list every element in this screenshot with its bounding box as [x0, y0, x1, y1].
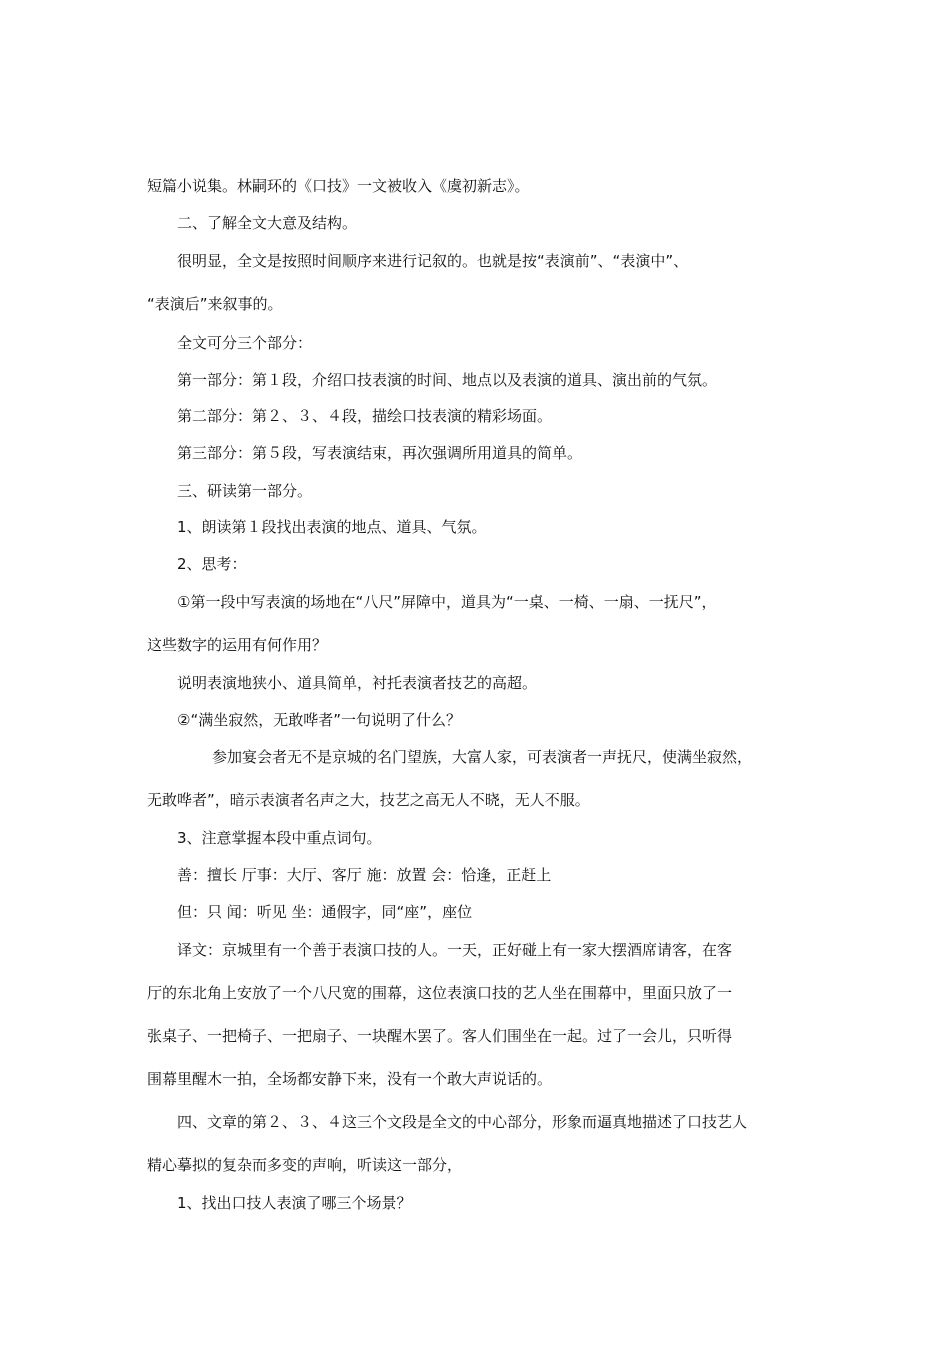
text-line: 第三部分：第５段，写表演结束，再次强调所用道具的简单。 — [177, 444, 583, 462]
text-line: 张桌子、一把椅子、一把扇子、一块醒木罢了。客人们围坐在一起。过了一会儿，只听得 — [147, 1027, 733, 1045]
text-line: ①第一段中写表演的场地在“八尺”屏障中，道具为“一桌、一椅、一扇、一抚尺”， — [177, 593, 717, 611]
text-line: 1、找出口技人表演了哪三个场景？ — [177, 1194, 412, 1212]
text-line: ②“满坐寂然，无敢哗者”一句说明了什么？ — [177, 711, 461, 729]
text-line: 参加宴会者无不是京城的名门望族，大富人家，可表演者一声抚尺，使满坐寂然， — [212, 748, 753, 766]
text-line: 3、注意掌握本段中重点词句。 — [177, 829, 382, 847]
text-line: 厅的东北角上安放了一个八尺宽的围幕，这位表演口技的艺人坐在围幕中，里面只放了一 — [147, 984, 733, 1002]
text-line: 第二部分：第２、３、４段，描绘口技表演的精彩场面。 — [177, 407, 553, 425]
text-line: 围幕里醒木一拍，全场都安静下来，没有一个敢大声说话的。 — [147, 1070, 553, 1088]
text-line: 第一部分：第１段，介绍口技表演的时间、地点以及表演的道具、演出前的气氛。 — [177, 371, 718, 389]
text-line: 善：擅长 厅事：大厅、客厅 施：放置 会：恰逢，正赶上 — [177, 866, 552, 884]
section-heading: 四、文章的第２、３、４这三个文段是全文的中心部分，形象而逼真地描述了口技艺人 — [177, 1113, 748, 1131]
text-line: 说明表演地狭小、道具简单，衬托表演者技艺的高超。 — [177, 674, 538, 692]
text-line: 1、朗读第１段找出表演的地点、道具、气氛。 — [177, 518, 487, 536]
text-line: 无敢哗者”，暗示表演者名声之大，技艺之高无人不晓，无人不服。 — [147, 791, 590, 809]
section-heading: 三、研读第一部分。 — [177, 482, 313, 500]
text-line: 很明显，全文是按照时间顺序来进行记叙的。也就是按“表演前”、“表演中”、 — [177, 252, 689, 270]
text-line: 但：只 闻：听见 坐：通假字，同“座”，座位 — [177, 903, 473, 921]
text-line: 2、思考： — [177, 555, 247, 573]
text-line: 译文：京城里有一个善于表演口技的人。一天，正好碰上有一家大摆酒席请客，在客 — [177, 941, 733, 959]
text-line: 短篇小说集。林嗣环的《口技》一文被收入《虞初新志》。 — [147, 177, 530, 195]
text-line: 精心摹拟的复杂而多变的声响，听读这一部分， — [147, 1156, 463, 1174]
text-line: “表演后”来叙事的。 — [147, 295, 283, 313]
text-line: 全文可分三个部分： — [177, 334, 313, 352]
section-heading: 二、了解全文大意及结构。 — [177, 214, 358, 232]
text-line: 这些数字的运用有何作用？ — [147, 636, 328, 654]
